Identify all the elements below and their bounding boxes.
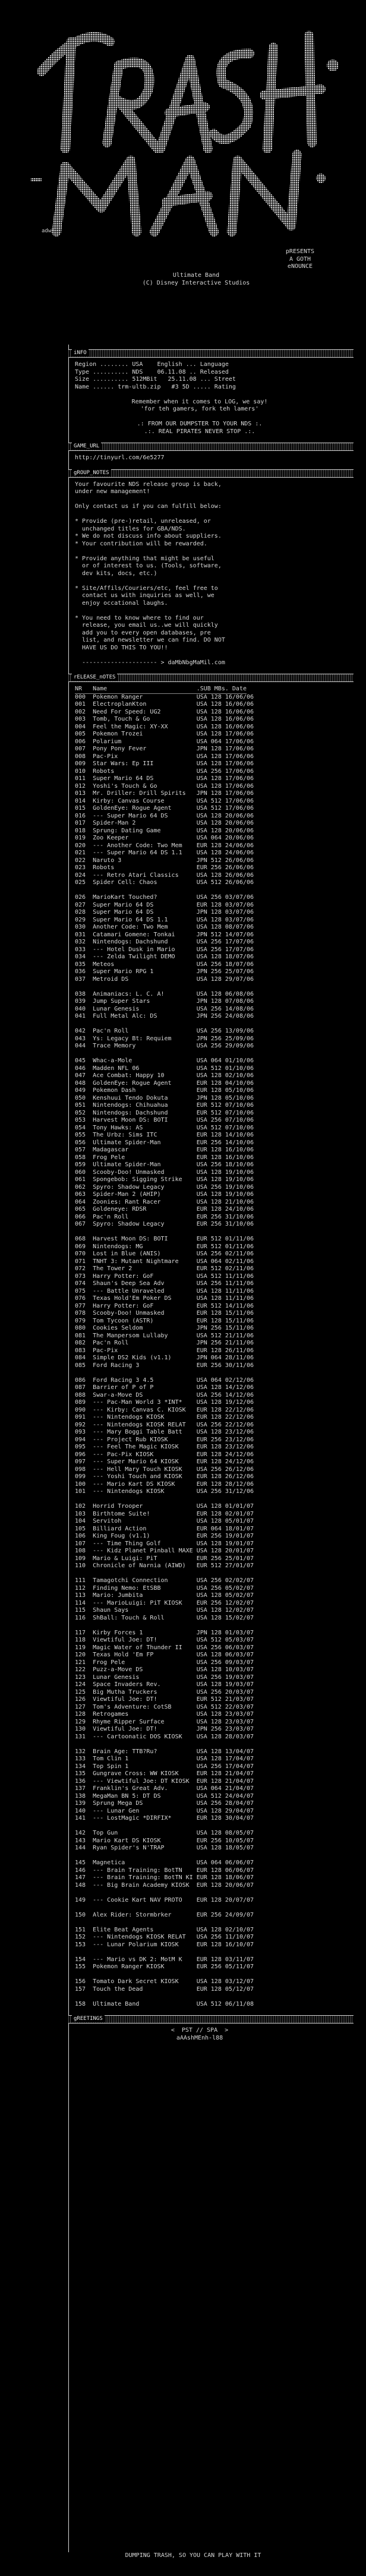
group-notes-line: * Provide (pre-)retail, unreleased, or — [75, 518, 211, 525]
release-row: 039 Jump Super Stars JPN 128 07/08/06 — [75, 998, 254, 1005]
release-row: 003 Tomb, Touch & Go USA 128 16/06/06 — [75, 716, 254, 722]
release-row: 007 Pony Pony Fever JPN 128 17/06/06 — [75, 746, 254, 752]
release-row: 005 Pokemon Trozei USA 128 17/06/06 — [75, 731, 254, 737]
dumpster-text-2: .:. REAL PIRATES NEVER STOP .:. — [144, 428, 255, 435]
release-row: 137 Franklin's Great Adv. USA 064 21/04/07 — [75, 1785, 254, 1792]
release-row: 045 Whac-a-Mole USA 064 01/10/06 — [75, 1057, 254, 1064]
group-notes-line: enjoy occational laughs. — [75, 599, 168, 607]
section-bar-group-notes — [68, 469, 354, 478]
group-notes-line: contact us with inquiries as well, we — [75, 592, 214, 599]
release-row: 040 Lunar Genesis USA 256 14/08/06 — [75, 1005, 254, 1012]
presents-text: pRESENTS — [285, 248, 315, 255]
group-notes-line: * We do not discuss info about suppliers. — [75, 533, 222, 539]
release-row: 012 Yoshi's Touch & Go USA 128 17/06/06 — [75, 782, 254, 790]
release-row: 033 --- Hotel Dusk in Mario USA 256 17/07/06 — [75, 946, 254, 953]
release-row: 141 --- LostMagic *DIRFIX* EUR 128 30/04/07 — [75, 1815, 254, 1821]
release-row: 094 --- Project Rub KIOSK EUR 256 23/12/06 — [75, 1436, 254, 1443]
release-spacer — [75, 1050, 366, 1058]
release-row: 035 Meteos USA 256 18/07/06 — [75, 961, 254, 968]
release-row: 142 Top Gun USA 128 08/05/07 — [75, 1830, 254, 1836]
release-row: 031 Catamari Gomene: Tonkai JPN 512 14/07/06 — [75, 931, 254, 938]
release-row: 066 Pac'n Roll EUR 256 31/10/06 — [75, 1213, 254, 1220]
release-row: 139 Sprung Mega DS USA 256 28/04/07 — [75, 1800, 254, 1807]
release-row: 113 Mario: Jumbita USA 128 05/02/07 — [75, 1592, 254, 1599]
release-row: 077 Harry Potter: GoF EUR 512 14/11/06 — [75, 1302, 254, 1309]
release-row: 054 Tony Hawks: AS USA 512 07/10/06 — [75, 1124, 254, 1131]
group-notes-line: or of interest to us. (Tools, software, — [75, 563, 222, 569]
release-row: 021 --- Super Mario 64 DS 1.1 USA 128 24/06/06 — [75, 850, 254, 856]
release-spacer — [75, 887, 366, 895]
release-row: 128 Retrogames USA 128 23/03/07 — [75, 1711, 254, 1718]
greetings-line: < PST // SPA > — [171, 2027, 229, 2034]
release-row: 030 Another Code: Two Mem USA 128 08/07/06 — [75, 924, 254, 930]
release-row: 087 Barrier of P of P USA 128 14/12/06 — [75, 1384, 254, 1391]
release-row: 088 Swar-a-Move DS USA 256 14/12/06 — [75, 1391, 254, 1399]
release-spacer — [75, 1021, 366, 1028]
section-bar-info — [68, 349, 354, 358]
release-row: 122 Puzz-a-Move DS USA 128 10/03/07 — [75, 1666, 254, 1673]
release-row: 089 --- Pac-Man World 3 *INT* USA 128 19/12/06 — [75, 1399, 254, 1406]
section-label-group-notes: gROUP_NOTES — [72, 469, 111, 476]
release-row: 095 --- Feel The Magic KIOSK EUR 128 23/12/06 — [75, 1444, 254, 1450]
release-row: 124 Space Invaders Rev. USA 128 19/03/07 — [75, 1681, 254, 1688]
release-row: 026 MarioKart Touched? USA 256 03/07/06 — [75, 894, 254, 901]
release-row: 063 Spider-Man 2 (AHIP) USA 128 19/10/06 — [75, 1191, 254, 1198]
release-row: 100 --- Mario Kart DS KIOSK EUR 128 28/12/06 — [75, 1480, 254, 1488]
release-row: 002 Need For Speed: UG2 USA 128 16/06/06 — [75, 708, 254, 715]
release-spacer — [75, 1919, 366, 1927]
release-row: 058 Frog Pele EUR 128 16/10/06 — [75, 1154, 254, 1161]
game-url-block — [69, 451, 366, 465]
group-notes-line — [75, 652, 366, 659]
release-row: 138 MegaMan BN 5: DT DS USA 512 24/04/07 — [75, 1792, 254, 1800]
release-row: 083 Pac-Pix EUR 128 26/11/06 — [75, 1347, 254, 1354]
release-row: 056 Ultimate Spider-Man EUR 256 14/10/06 — [75, 1139, 254, 1146]
release-row: 062 Spyro: Shadow Legacy USA 256 19/10/06 — [75, 1183, 254, 1191]
trash-man-graffiti-logo — [0, 0, 366, 255]
release-row: 036 Super Mario RPG 1 JPN 256 25/07/06 — [75, 968, 254, 975]
section-label-release-notes: rELEASE_nOTES — [72, 674, 117, 681]
group-notes-line: add you to every open databases, pre — [75, 629, 211, 636]
release-row: 134 Top Spin 1 USA 256 17/04/07 — [75, 1763, 254, 1770]
release-row: 080 Cookies Seldom JPN 256 15/11/06 — [75, 1325, 254, 1331]
release-row: 131 --- Cartoonatic DOS KIOSK USA 128 28/03/07 — [75, 1733, 254, 1740]
release-row: 004 Feel the Magic: XY-XX USA 128 16/06/06 — [75, 723, 254, 730]
release-row: 016 --- Super Mario 64 DS USA 128 20/06/06 — [75, 812, 254, 819]
greetings-block — [69, 2023, 366, 2044]
release-row: 136 --- Viewtiful Joe: DT KIOSK EUR 128 21/04/07 — [75, 1778, 254, 1785]
release-row: 048 GoldenEye: Rogue Agent EUR 128 04/10/06 — [75, 1079, 254, 1087]
release-row: 064 Zoonies: Rant Racer USA 128 21/10/06 — [75, 1198, 254, 1205]
info-line: Region ........ USA English ... Language — [75, 361, 229, 368]
dumpster-text: .: FROM OUR DUMPSTER TO YOUR NDS :. — [137, 421, 263, 427]
release-row: 061 Spongebob: Sigging Strike USA 128 19/10/06 — [75, 1176, 254, 1183]
section-label-greetings: gREETINGS — [72, 2015, 105, 2022]
release-row: 008 Pac-Pix USA 128 17/06/06 — [75, 753, 254, 760]
info-line: Name ...... trm-ultb.zip #3 5D ..... Rating — [75, 383, 236, 390]
release-row: 055 The Urbz: Sims ITC EUR 128 14/10/06 — [75, 1132, 254, 1138]
release-row: 158 Ultimate Band USA 512 06/11/08 — [75, 2000, 254, 2007]
release-row: 123 Lunar Genesis USA 256 19/03/07 — [75, 1674, 254, 1681]
release-spacer — [75, 1852, 366, 1860]
release-row: 047 Ace Combat: Happy 10 USA 128 02/10/06 — [75, 1072, 254, 1079]
release-row: 112 Finding Nemo: EtSBB USA 256 05/02/07 — [75, 1584, 254, 1592]
release-row: 041 Full Metal Alc: DS JPN 256 24/08/06 — [75, 1013, 254, 1019]
release-row: 130 Viewtiful Joe: DT! JPN 256 23/03/07 — [75, 1726, 254, 1732]
release-spacer — [75, 1993, 366, 2001]
release-row: 044 Trace Memory USA 256 29/09/06 — [75, 1043, 254, 1049]
release-row: 156 Tomato Dark Secret KIOSK USA 128 03/12/07 — [75, 1978, 254, 1985]
release-row: 091 --- Nintendogs KIOSK EUR 128 22/12/06 — [75, 1414, 254, 1420]
release-row: 051 Nintendogs: Chihuahua EUR 512 07/10/06 — [75, 1102, 254, 1109]
release-row: 010 Robots USA 256 17/06/06 — [75, 768, 254, 775]
release-row: 011 Super Mario 64 DS USA 128 17/06/06 — [75, 775, 254, 782]
release-row: 024 --- Retro Atari Classics USA 128 26/06/06 — [75, 872, 254, 879]
section-bar-release-notes — [68, 674, 354, 682]
release-row: 006 Polarium USA 064 17/06/06 — [75, 738, 254, 745]
group-notes-line: Your favourite NDS release group is back, — [75, 481, 222, 488]
release-row: 065 Goldeneye: RDSR EUR 128 24/10/06 — [75, 1206, 254, 1213]
info-line: Type .......... NDS 06.11.08 .. Released — [75, 368, 229, 375]
release-row: 150 Alex Rider: Stormbrker EUR 256 24/09/07 — [75, 1911, 254, 1918]
trash-man-logo — [0, 0, 366, 255]
release-row: 079 Tom Tycoon (ASTR) EUR 128 15/11/06 — [75, 1317, 254, 1324]
release-row: 115 Shaun Says USA 128 12/02/07 — [75, 1607, 254, 1614]
remember-text-2: 'for teh gamers, fork teh lamers' — [140, 406, 259, 412]
release-row: 069 Nintendogs: MG EUR 512 01/11/06 — [75, 1243, 254, 1250]
release-spacer — [75, 1741, 366, 1748]
footer-block — [68, 2552, 354, 2560]
release-row: 114 --- MarioLuigi: PiT KIOSK EUR 256 12/02/07 — [75, 1599, 254, 1606]
release-row: 153 --- Lunar Polarium KIOSK EUR 128 16/10/07 — [75, 1941, 254, 1948]
release-list-block — [69, 682, 366, 2010]
group-notes-block — [69, 478, 366, 670]
section-bar-greetings — [68, 2015, 354, 2023]
group-notes-line: release, you email us..we will quickly — [75, 622, 218, 629]
group-notes-line: * Provide anything that might be useful — [75, 555, 214, 562]
release-row: 104 Servitoh USA 128 05/01/07 — [75, 1518, 254, 1524]
release-row: 019 Zoo Keeper USA 064 20/06/06 — [75, 835, 254, 841]
greetings-sub: aAAshMEnh-l88 — [176, 2034, 223, 2041]
remember-text: Remember when it comes to LOG, we say! — [131, 398, 268, 405]
goth-text: A GOTH — [289, 255, 311, 263]
release-row: 076 Texas Hold'Em Poker DS USA 128 11/11/06 — [75, 1295, 254, 1302]
group-notes-line — [75, 607, 366, 615]
release-row: 102 Horrid Trooper USA 128 01/01/07 — [75, 1503, 254, 1510]
release-row: 106 King Foug (v1.1) EUR 256 19/01/07 — [75, 1533, 254, 1539]
game-url-link[interactable]: http://tinyurl.com/6e5277 — [75, 454, 165, 461]
info-block — [69, 358, 366, 438]
release-row: 057 Madagascar EUR 128 16/10/06 — [75, 1147, 254, 1153]
release-row: 081 The Manpersom Lullaby USA 512 21/11/06 — [75, 1332, 254, 1339]
credits-block — [241, 248, 359, 271]
release-row: 023 Robots EUR 256 26/06/06 — [75, 864, 254, 871]
release-spacer — [75, 1622, 366, 1630]
release-row: 133 Tom Clin 1 USA 128 17/04/07 — [75, 1756, 254, 1762]
release-row: 046 Madden NFL 06 USA 512 01/10/06 — [75, 1065, 254, 1072]
release-row: 127 Tom's Adventure: CotSB USA 512 22/03/07 — [75, 1703, 254, 1710]
release-row: 157 Touch the Dead EUR 128 05/12/07 — [75, 1985, 254, 1993]
release-spacer — [75, 1949, 366, 1956]
release-row: 099 --- Yoshi Touch and KIOSK EUR 128 26/12/06 — [75, 1473, 254, 1480]
release-row: 092 --- Nintendogs KIOSK RELAT USA 256 22/12/06 — [75, 1421, 254, 1428]
release-row: 017 Spider-Man 2 USA 128 20/06/06 — [75, 820, 254, 826]
group-notes-line — [75, 511, 366, 519]
release-row: 147 --- Brain Training: BotTN KI EUR 128 18/06/07 — [75, 1874, 254, 1881]
section-label-game-url: GAME_URL — [72, 443, 101, 450]
release-row: 084 Simple DS2 Kids (v1.1) JPN 064 28/11/06 — [75, 1355, 254, 1361]
release-row: 073 Harry Potter: GoF USA 512 11/11/06 — [75, 1273, 254, 1280]
release-row: 154 --- Mario vs DK 2: MotM K EUR 128 03/11/07 — [75, 1956, 254, 1963]
release-row: 034 --- Zelda Twilight DEMO USA 128 18/07/06 — [75, 954, 254, 960]
release-row: 140 --- Lunar Gen USA 128 29/04/07 — [75, 1807, 254, 1814]
release-row: 071 TNHT 3: Mutant Nightmare USA 064 02/11/06 — [75, 1258, 254, 1265]
release-row: 146 --- Brain Training: BotTN EUR 128 06/06/07 — [75, 1867, 254, 1874]
release-row: 022 Naruto 3 JPN 512 26/06/06 — [75, 857, 254, 864]
release-row: 125 Big Mutha Truckers USA 256 20/03/07 — [75, 1688, 254, 1696]
release-spacer — [75, 983, 366, 991]
release-row: 082 Pac'n Roll JPN 256 21/11/06 — [75, 1340, 254, 1346]
footer-slogan: DUMPING TRASH, SO YOU CAN PLAY WITH IT — [125, 2552, 261, 2559]
release-row: 042 Pac'n Roll USA 256 13/09/06 — [75, 1028, 254, 1034]
release-row: 074 Shaun's Deep Sea Adv USA 256 11/11/06 — [75, 1280, 254, 1287]
release-row: 020 --- Another Code: Two Mem EUR 128 24/06/06 — [75, 842, 254, 849]
group-notes-line: --------------------- > daMbNbgMaMil.com — [75, 659, 225, 666]
release-row: 120 Texas Hold 'Em FP USA 128 06/03/07 — [75, 1652, 254, 1658]
release-spacer — [75, 1889, 366, 1897]
release-row: 014 Kirby: Canvas Course USA 512 17/06/06 — [75, 797, 254, 804]
release-row: 015 GoldenEye: Rogue Agent USA 512 17/06/06 — [75, 805, 254, 812]
group-notes-line: Only contact us if you can fulfill below: — [75, 503, 222, 510]
release-row: 013 Mr. Driller: Drill Spirits JPN 128 17/06/06 — [75, 790, 254, 797]
release-row: 075 --- Battle Unraveled USA 128 11/11/06 — [75, 1287, 254, 1295]
release-row: 072 The Tower 2 EUR 512 02/11/06 — [75, 1265, 254, 1272]
release-row: 148 --- Big Brain Academy KIOSK EUR 128 20/06/07 — [75, 1882, 254, 1889]
release-row: 116 ShBall: Touch & Roll USA 128 15/02/07 — [75, 1614, 254, 1621]
release-row: 038 Animaniacs: L. C. A! USA 128 06/08/06 — [75, 990, 254, 997]
release-row: 052 Nintendogs: Dachshund EUR 512 07/10/06 — [75, 1109, 254, 1116]
release-row: 086 Ford Racing 3 4.5 USA 064 02/12/06 — [75, 1377, 254, 1384]
release-row: 103 Birthtome Suite! EUR 128 02/01/07 — [75, 1510, 254, 1517]
release-list-header: NR Name .SUB MBs. Date — [75, 686, 247, 694]
release-row: 085 Ford Racing 3 EUR 256 30/11/06 — [75, 1362, 254, 1369]
release-row: 060 Scooby-Doo! Unmasked USA 128 19/10/06 — [75, 1169, 254, 1176]
release-row: 050 Kenshuui Tendo Dokuta JPN 128 05/10/06 — [75, 1094, 254, 1101]
release-row: 126 Viewtiful Joe: DT! EUR 512 21/03/07 — [75, 1696, 254, 1703]
release-row: 009 Star Wars: Ep III USA 128 17/06/06 — [75, 760, 254, 767]
game-title: Ultimate Band — [172, 272, 220, 279]
section-bar-game-url — [68, 443, 354, 451]
release-row: 028 Super Mario 64 DS JPN 128 03/07/06 — [75, 909, 254, 916]
release-row: 049 Pokemon Dash EUR 128 05/10/06 — [75, 1087, 254, 1094]
release-row: 097 --- Super Mario 64 KIOSK EUR 128 24/12/06 — [75, 1459, 254, 1465]
group-notes-line: unchanged titles for GBA/NDS. — [75, 525, 186, 532]
release-row: 043 Ys: Legacy Bt: Requiem JPN 256 25/09/06 — [75, 1035, 254, 1042]
release-spacer — [75, 1823, 366, 1830]
release-row: 000 Pokemon Ranger USA 128 16/06/06 — [75, 693, 254, 700]
release-row: 027 Super Mario 64 DS EUR 128 03/07/06 — [75, 901, 254, 908]
group-notes-line: HAVE US DO THIS TO YOU!! — [75, 644, 168, 651]
group-notes-line — [75, 496, 366, 504]
tagger-signature: adw! — [42, 228, 55, 234]
release-spacer — [75, 1904, 366, 1912]
release-row: 090 --- Kirby: Canvas C. KIOSK EUR 128 22/12/06 — [75, 1406, 254, 1413]
release-row: 029 Super Mario 64 DS 1.1 USA 128 03/07/06 — [75, 916, 254, 923]
info-line: Size .......... 512MBit 25.11.08 ... Street — [75, 376, 236, 383]
release-row: 132 Brain Age: TTB?Ru? USA 128 13/04/07 — [75, 1748, 254, 1755]
group-notes-text — [75, 481, 366, 667]
release-spacer — [75, 1229, 366, 1236]
release-row: 135 Gungrave Cross: WW KIOSK EUR 128 21/04/07 — [75, 1770, 254, 1777]
release-row: 078 Scooby-Doo! Unmasked EUR 128 15/11/06 — [75, 1310, 254, 1317]
release-spacer — [75, 1369, 366, 1377]
release-row: 032 Nintendogs: Dachshund USA 256 17/07/06 — [75, 939, 254, 945]
release-row: 149 --- Cookie Kart NAV PROTO EUR 128 20/07/07 — [75, 1896, 254, 1903]
release-row: 096 --- Pac-Pix KIOSK EUR 128 24/12/06 — [75, 1451, 254, 1458]
release-row: 093 --- Mary Boggi Table Batt USA 128 23/12/06 — [75, 1429, 254, 1435]
release-row: 121 Frog Pele USA 256 09/03/07 — [75, 1659, 254, 1666]
release-row: 101 --- Nintendogs KIOSK USA 256 31/12/06 — [75, 1488, 254, 1495]
release-row: 111 Tamagotchi Connection USA 256 02/02/07 — [75, 1577, 254, 1584]
group-notes-line: * You need to know where to find our — [75, 614, 204, 621]
release-spacer — [75, 1496, 366, 1504]
group-notes-line: list, and newsletter we can find. DO NOT — [75, 637, 225, 643]
release-row: 070 Lost in Blue (ANIS) USA 256 02/11/06 — [75, 1251, 254, 1257]
group-notes-line: under new management! — [75, 488, 150, 495]
publisher: (C) Disney Interactive Studios — [142, 279, 250, 286]
release-row: 144 Ryan Spider's N'TRAP USA 128 18/05/07 — [75, 1845, 254, 1851]
release-row: 129 Rhyme Ripper Surface USA 128 23/03/07 — [75, 1718, 254, 1725]
release-row: 108 --- Kidz Planet Pinball MAXE USA 128 20/01/07 — [75, 1548, 254, 1554]
release-row: 107 --- Time Thing Golf USA 128 19/01/07 — [75, 1540, 254, 1547]
section-label-info: iNFO — [72, 349, 89, 356]
group-notes-line — [75, 548, 366, 555]
group-notes-line: * Site/Affils/Couriers/etc, feel free to — [75, 585, 218, 592]
release-list — [75, 694, 366, 2009]
release-row: 117 Kirby Forces 1 JPN 128 01/03/07 — [75, 1629, 254, 1636]
release-row: 001 ElectroplanKton USA 128 16/06/06 — [75, 701, 254, 708]
release-spacer — [75, 1570, 366, 1578]
release-row: 119 Magic Water of Thunder II USA 256 06/03/07 — [75, 1644, 254, 1651]
release-row: 155 Pokemon Ranger KIOSK EUR 256 05/11/07 — [75, 1963, 254, 1970]
release-row: 118 Viewtiful Joe: DT! USA 512 05/03/07 — [75, 1637, 254, 1643]
release-row: 068 Harvest Moon DS: BOTI EUR 512 01/11/06 — [75, 1236, 254, 1242]
group-notes-line — [75, 577, 366, 585]
release-row: 037 Metroid DS USA 128 29/07/06 — [75, 976, 254, 983]
release-row: 152 --- Nintendogs KIOSK RELAT USA 256 11/10/07 — [75, 1934, 254, 1940]
release-row: 109 Mario & Luigi: PiT EUR 256 25/01/07 — [75, 1555, 254, 1562]
release-row: 059 Ultimate Spider-Man USA 256 18/10/06 — [75, 1161, 254, 1168]
release-row: 110 Chronicle of Narnia (AIWD) EUR 512 27/01/07 — [75, 1562, 254, 1569]
group-notes-line: * Your contribution will be rewarded. — [75, 540, 207, 547]
release-row: 151 Elite Beat Agents USA 128 02/10/07 — [75, 1926, 254, 1933]
release-spacer — [75, 1971, 366, 1979]
enounce-text: eNOUNCE — [287, 263, 313, 270]
nfo-frame — [68, 345, 366, 2552]
release-row: 067 Spyro: Shadow Legacy EUR 256 31/10/06 — [75, 1221, 254, 1227]
release-row: 098 --- Hell Mary Touch KIOSK USA 256 26/12/06 — [75, 1466, 254, 1473]
title-block — [71, 272, 321, 287]
group-notes-line: dev kits, docs, etc.) — [75, 570, 157, 577]
release-row: 105 Billiard Action EUR 064 18/01/07 — [75, 1525, 254, 1532]
release-row: 053 Harvest Moon DS: BOTI USA 256 07/10/06 — [75, 1117, 254, 1123]
release-row: 025 Spider Cell: Chaos USA 512 26/06/06 — [75, 879, 254, 886]
release-row: 018 Sprung: Dating Game USA 128 20/06/06 — [75, 827, 254, 834]
release-row: 145 Magnetica USA 064 06/06/07 — [75, 1860, 254, 1866]
release-row: 143 Mario Kart DS KIOSK EUR 256 10/05/07 — [75, 1837, 254, 1844]
